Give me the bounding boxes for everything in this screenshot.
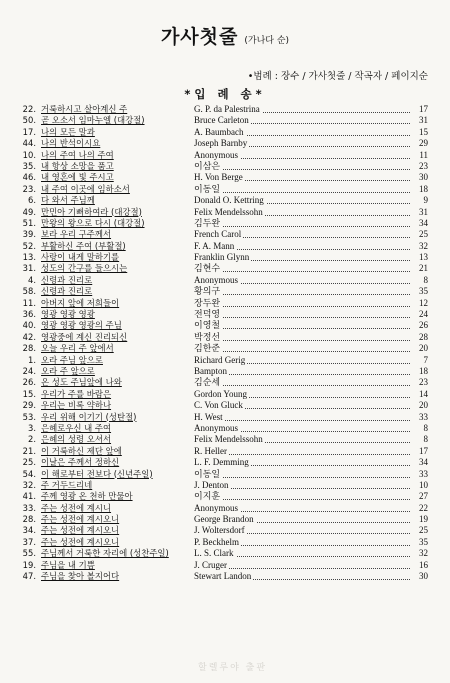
list-item — [20, 571, 428, 582]
entry-title: 나의 주여 나의 주여 — [41, 149, 114, 160]
list-item — [20, 355, 428, 366]
entry-composer-text: Bampton — [194, 365, 227, 376]
entry-composer-text: Anonymous — [194, 422, 239, 433]
entry-composer — [194, 195, 269, 206]
entry-number: 51. — [22, 217, 36, 228]
list-item — [20, 309, 428, 320]
entry-composer — [194, 207, 268, 218]
entry-composer — [194, 332, 225, 343]
entry-number: 44. — [22, 138, 36, 149]
entry-page: 35 — [412, 286, 428, 297]
entry-page: 13 — [412, 252, 428, 263]
entry-page: 10 — [412, 480, 428, 491]
entry-number: 49. — [22, 206, 36, 217]
legend: •범례 : 장수 / 가사첫줄 / 작곡자 / 페이지순 — [247, 71, 428, 82]
entry-title: 이날은 주께서 정하신 — [41, 457, 120, 468]
list-item — [20, 207, 428, 218]
entry-title: 주는 성전에 계시오니 — [41, 525, 120, 536]
entry-page: 19 — [412, 514, 428, 525]
entry-composer — [194, 184, 225, 195]
entry-number: 54. — [22, 468, 36, 479]
list-item — [20, 286, 428, 297]
entry-page: 25 — [412, 525, 428, 536]
entry-composer — [194, 389, 252, 400]
entry-page: 25 — [412, 229, 428, 240]
entry-composer — [194, 218, 225, 229]
entry-list — [20, 104, 428, 582]
list-item — [20, 560, 428, 571]
entry-composer — [194, 571, 256, 582]
entry-composer-text: L. F. Demming — [194, 457, 249, 468]
list-item — [20, 446, 428, 457]
entry-page: 18 — [412, 184, 428, 195]
entry-title: 주님을 찾아 볼지어다 — [41, 571, 120, 582]
entry-title: 나의 모든 말과 — [41, 126, 95, 137]
entry-page: 31 — [412, 115, 428, 126]
dot-leader — [194, 477, 410, 478]
page-title: 가사첫줄 — [160, 26, 239, 48]
entry-number: 39. — [22, 229, 36, 240]
entry-number: 17. — [22, 126, 36, 137]
entry-composer-text: French Carol — [194, 229, 242, 240]
entry-page: 24 — [412, 309, 428, 320]
entry-composer — [194, 469, 225, 480]
entry-number: 26. — [22, 377, 36, 388]
entry-page: 33 — [412, 412, 428, 423]
entry-composer — [194, 161, 225, 172]
list-item — [20, 218, 428, 229]
list-item — [20, 320, 428, 331]
entry-number: 21. — [22, 445, 36, 456]
entry-composer-text: 이지훈 — [194, 491, 221, 502]
entry-composer-text: Franklin Glynn — [194, 252, 250, 263]
entry-composer — [194, 514, 259, 525]
entry-page: 27 — [412, 491, 428, 502]
entry-composer-text: Richard Gerig — [194, 354, 246, 365]
entry-composer-text: H. Von Berge — [194, 172, 243, 183]
entry-composer-text: A. Baumbach — [194, 126, 244, 137]
list-item — [20, 241, 428, 252]
entry-composer — [194, 104, 265, 115]
entry-number: 1. — [28, 354, 36, 365]
list-item — [20, 263, 428, 274]
entry-composer-text: J. Denton — [194, 479, 229, 490]
entry-page: 30 — [412, 172, 428, 183]
entry-title: 나의 반석이시요 — [41, 138, 101, 149]
list-item — [20, 548, 428, 559]
entry-composer-text: 이동일 — [194, 183, 221, 194]
entry-number: 33. — [22, 502, 36, 513]
list-item — [20, 172, 428, 183]
entry-composer-text: Anonymous — [194, 274, 239, 285]
dot-leader — [194, 306, 410, 307]
entry-number: 24. — [22, 365, 36, 376]
entry-composer-text: 장두완 — [194, 297, 221, 308]
entry-title: 온 성도 주님앞에 나와 — [41, 377, 122, 388]
header — [0, 22, 450, 49]
list-item — [20, 434, 428, 445]
entry-title: 오라 주 앞으로 — [41, 365, 95, 376]
entry-title: 이 해로부터 전보다 (신년주일) — [41, 468, 153, 479]
entry-page: 15 — [412, 127, 428, 138]
list-item — [20, 138, 428, 149]
list-item — [20, 423, 428, 434]
entry-composer-text: 김순세 — [194, 377, 221, 388]
entry-title: 만민아 기뻐하여라 (대강절) — [41, 206, 142, 217]
entry-number: 11. — [22, 297, 36, 308]
list-item — [20, 457, 428, 468]
entry-composer — [194, 537, 244, 548]
watermark: 할렐루야 출판 — [198, 663, 268, 673]
entry-title: 신령과 진리로 — [41, 286, 93, 297]
entry-title: 주님을 내 기쁨 — [41, 559, 95, 570]
entry-title: 다 와서 주님께 — [41, 195, 95, 206]
entry-page: 21 — [412, 263, 428, 274]
entry-number: 46. — [22, 172, 36, 183]
dot-leader — [194, 192, 410, 193]
entry-title: 주는 성전에 계시오니 — [41, 514, 120, 525]
entry-page: 32 — [412, 241, 428, 252]
entry-composer — [194, 298, 225, 309]
entry-number: 29. — [22, 400, 36, 411]
entry-title: 신령과 진리로 — [41, 274, 93, 285]
entry-composer-text: L. S. Clark — [194, 548, 234, 559]
entry-title: 우리 위해 이기기 (성탄절) — [41, 411, 137, 422]
list-item — [20, 525, 428, 536]
entry-page: 34 — [412, 218, 428, 229]
entry-composer-text: R. Heller — [194, 445, 227, 456]
entry-title: 주 거두드리네 — [41, 479, 93, 490]
entry-composer-text: P. Beckhelm — [194, 536, 239, 547]
entry-number: 42. — [22, 331, 36, 342]
list-item — [20, 514, 428, 525]
entry-composer-text: J. Woltersdorf — [194, 525, 245, 536]
list-item — [20, 298, 428, 309]
entry-composer — [194, 343, 225, 354]
entry-composer — [194, 434, 268, 445]
entry-page: 28 — [412, 332, 428, 343]
entry-composer — [194, 548, 239, 559]
entry-title: 주는 성전에 계시오니 — [41, 536, 120, 547]
entry-page: 17 — [412, 446, 428, 457]
section-heading: *입 례 송* — [184, 87, 266, 101]
entry-composer-text: 황의구 — [194, 286, 221, 297]
entry-composer-text: H. West — [194, 411, 223, 422]
dot-leader — [194, 226, 410, 227]
entry-composer — [194, 275, 243, 286]
entry-title: 영광 영광 영광 — [41, 309, 95, 320]
entry-number: 19. — [22, 559, 36, 570]
entry-title: 내 영혼에 빛 주시고 — [41, 172, 114, 183]
entry-composer — [194, 115, 254, 126]
dot-leader — [194, 328, 410, 329]
entry-title: 우리는 비록 약하나 — [41, 400, 112, 411]
entry-composer — [194, 503, 243, 514]
entry-composer — [194, 241, 239, 252]
entry-composer — [194, 377, 225, 388]
list-item — [20, 115, 428, 126]
entry-page: 8 — [412, 434, 428, 445]
entry-number: 37. — [22, 536, 36, 547]
entry-title: 주님께서 거룩한 자리에 (성찬주일) — [41, 548, 169, 559]
entry-number: 52. — [22, 240, 36, 251]
entry-number: 32. — [22, 479, 36, 490]
entry-title: 은혜의 성령 오셔서 — [41, 434, 112, 445]
dot-leader — [194, 385, 410, 386]
list-item — [20, 161, 428, 172]
entry-page: 12 — [412, 298, 428, 309]
entry-page: 20 — [412, 400, 428, 411]
entry-page: 30 — [412, 571, 428, 582]
entry-page: 23 — [412, 161, 428, 172]
entry-composer-text: F. A. Mann — [194, 240, 235, 251]
entry-title: 만왕의 왕으로 다시 (대강절) — [41, 217, 145, 228]
entry-number: 35. — [22, 160, 36, 171]
list-item — [20, 366, 428, 377]
entry-composer — [194, 229, 246, 240]
entry-composer-text: Felix Mendelssohn — [194, 206, 263, 217]
entry-composer — [194, 309, 225, 320]
entry-composer-text: Bruce Carleton — [194, 115, 249, 126]
entry-title: 이 거룩하신 제단 앞에 — [41, 445, 122, 456]
entry-number: 58. — [22, 286, 36, 297]
list-item — [20, 412, 428, 423]
entry-composer — [194, 400, 248, 411]
entry-composer-text: 김두완 — [194, 217, 221, 228]
page-subtitle: (가나다 순) — [244, 36, 290, 46]
entry-page: 32 — [412, 548, 428, 559]
dot-leader — [194, 169, 410, 170]
entry-title: 아버지 앞에 저희들이 — [41, 297, 120, 308]
entry-title: 내 주여 이곳에 임하소서 — [41, 183, 130, 194]
entry-title: 주께 영광 온 천하 만물아 — [41, 491, 133, 502]
entry-title: 거룩하시고 살아계신 주 — [41, 104, 128, 114]
entry-title: 보라 우리 구주께서 — [41, 229, 112, 240]
dot-leader — [194, 271, 410, 272]
dot-leader — [194, 340, 410, 341]
entry-composer — [194, 457, 254, 468]
list-item — [20, 229, 428, 240]
entry-page: 26 — [412, 320, 428, 331]
entry-number: 40. — [22, 320, 36, 331]
entry-title: 오늘 우리 주 앞에서 — [41, 343, 114, 354]
entry-page: 23 — [412, 377, 428, 388]
entry-number: 34. — [22, 525, 36, 536]
dot-leader — [194, 317, 410, 318]
entry-composer — [194, 525, 250, 536]
entry-title: 영광중에 계신 진리되신 — [41, 331, 128, 342]
list-item — [20, 332, 428, 343]
list-item — [20, 400, 428, 411]
entry-page: 34 — [412, 457, 428, 468]
dot-leader — [194, 351, 410, 352]
list-item — [20, 184, 428, 195]
entry-number: 13. — [22, 252, 36, 263]
entry-composer-text: Donald O. Kettring — [194, 195, 264, 206]
entry-number: 55. — [22, 548, 36, 559]
entry-page: 7 — [412, 355, 428, 366]
entry-composer-text: J. Cruger — [194, 559, 227, 570]
entry-number: 28. — [22, 343, 36, 354]
entry-number: 23. — [22, 183, 36, 194]
entry-number: 47. — [22, 571, 36, 582]
entry-number: 41. — [22, 491, 36, 502]
entry-title: 사랑이 내게 말하기를 — [41, 252, 120, 263]
entry-composer-text: Stewart Landon — [194, 571, 252, 582]
entry-composer-text: 이동일 — [194, 468, 221, 479]
entry-page: 31 — [412, 207, 428, 218]
entry-composer — [194, 423, 243, 434]
dot-leader — [194, 499, 410, 500]
entry-composer-text: C. Von Gluck — [194, 400, 243, 411]
entry-composer-text: George Brandon — [194, 514, 254, 525]
list-item — [20, 537, 428, 548]
list-item — [20, 480, 428, 491]
entry-composer-text: 이영철 — [194, 320, 221, 331]
entry-title: 부활하신 주여 (부활절) — [41, 240, 126, 251]
entry-number: 22. — [22, 104, 36, 114]
entry-composer — [194, 263, 225, 274]
entry-composer-text: Felix Mendelssohn — [194, 434, 263, 445]
entry-composer — [194, 560, 232, 571]
entry-number: 10. — [22, 149, 36, 160]
entry-composer — [194, 480, 234, 491]
entry-composer — [194, 252, 254, 263]
list-item — [20, 252, 428, 263]
entry-composer — [194, 138, 252, 149]
entry-composer-text: Joseph Barnby — [194, 138, 248, 149]
entry-number: 6. — [28, 195, 36, 206]
dot-leader — [194, 294, 410, 295]
entry-number: 15. — [22, 388, 36, 399]
entry-composer — [194, 320, 225, 331]
list-item — [20, 150, 428, 161]
entry-page: 14 — [412, 389, 428, 400]
entry-composer — [194, 366, 232, 377]
entry-composer — [194, 355, 250, 366]
list-item — [20, 377, 428, 388]
entry-page: 16 — [412, 560, 428, 571]
entry-number: 28. — [22, 514, 36, 525]
entry-page: 17 — [412, 104, 428, 115]
entry-composer-text: 박정선 — [194, 331, 221, 342]
entry-page: 35 — [412, 537, 428, 548]
entry-title: 영광 영광 영광의 주님 — [41, 320, 122, 331]
entry-page: 22 — [412, 503, 428, 514]
list-item — [20, 503, 428, 514]
list-item — [20, 275, 428, 286]
entry-composer-text: 이삼은 — [194, 160, 221, 171]
entry-page: 11 — [412, 150, 428, 161]
entry-page: 33 — [412, 469, 428, 480]
entry-page: 18 — [412, 366, 428, 377]
entry-number: 31. — [22, 263, 36, 274]
entry-number: 53. — [22, 411, 36, 422]
list-item — [20, 389, 428, 400]
entry-title: 성도의 간구를 들으시는 — [41, 263, 128, 274]
entry-page: 9 — [412, 195, 428, 206]
entry-title: 내 항상 소망을 품고 — [41, 160, 114, 171]
list-item — [20, 127, 428, 138]
entry-page: 8 — [412, 423, 428, 434]
entry-composer — [194, 412, 228, 423]
entry-title: 은혜로우신 내 주여 — [41, 422, 112, 433]
entry-composer — [194, 446, 232, 457]
entry-title: 곧 오소서 임마누엘 (대강절) — [41, 115, 145, 126]
entry-composer — [194, 150, 243, 161]
entry-composer — [194, 172, 248, 183]
entry-composer — [194, 491, 225, 502]
entry-composer — [194, 286, 225, 297]
entry-number: 4. — [28, 274, 36, 285]
entry-title: 오라 주님 앞으로 — [41, 354, 103, 365]
entry-number: 50. — [22, 115, 36, 126]
entry-number: 25. — [22, 457, 36, 468]
entry-composer-text: 김한준 — [194, 343, 221, 354]
entry-title: 주는 성전에 계시니 — [41, 502, 112, 513]
entry-number: 2. — [28, 434, 36, 445]
entry-number: 3. — [28, 422, 36, 433]
entry-composer-text: Anonymous — [194, 502, 239, 513]
entry-composer-text: 김현수 — [194, 263, 221, 274]
entry-number: 36. — [22, 309, 36, 320]
entry-page: 29 — [412, 138, 428, 149]
entry-title: 우리가 주를 바람은 — [41, 388, 112, 399]
list-item — [20, 469, 428, 480]
entry-page: 20 — [412, 343, 428, 354]
list-item — [20, 343, 428, 354]
entry-composer-text: 전덕영 — [194, 309, 221, 320]
entry-composer-text: Anonymous — [194, 149, 239, 160]
entry-composer-text: G. P. da Palestrina — [194, 104, 260, 114]
list-item — [20, 491, 428, 502]
list-item — [20, 195, 428, 206]
list-item — [20, 104, 428, 115]
entry-composer — [194, 127, 249, 138]
entry-page: 8 — [412, 275, 428, 286]
entry-composer-text: Gordon Young — [194, 388, 248, 399]
